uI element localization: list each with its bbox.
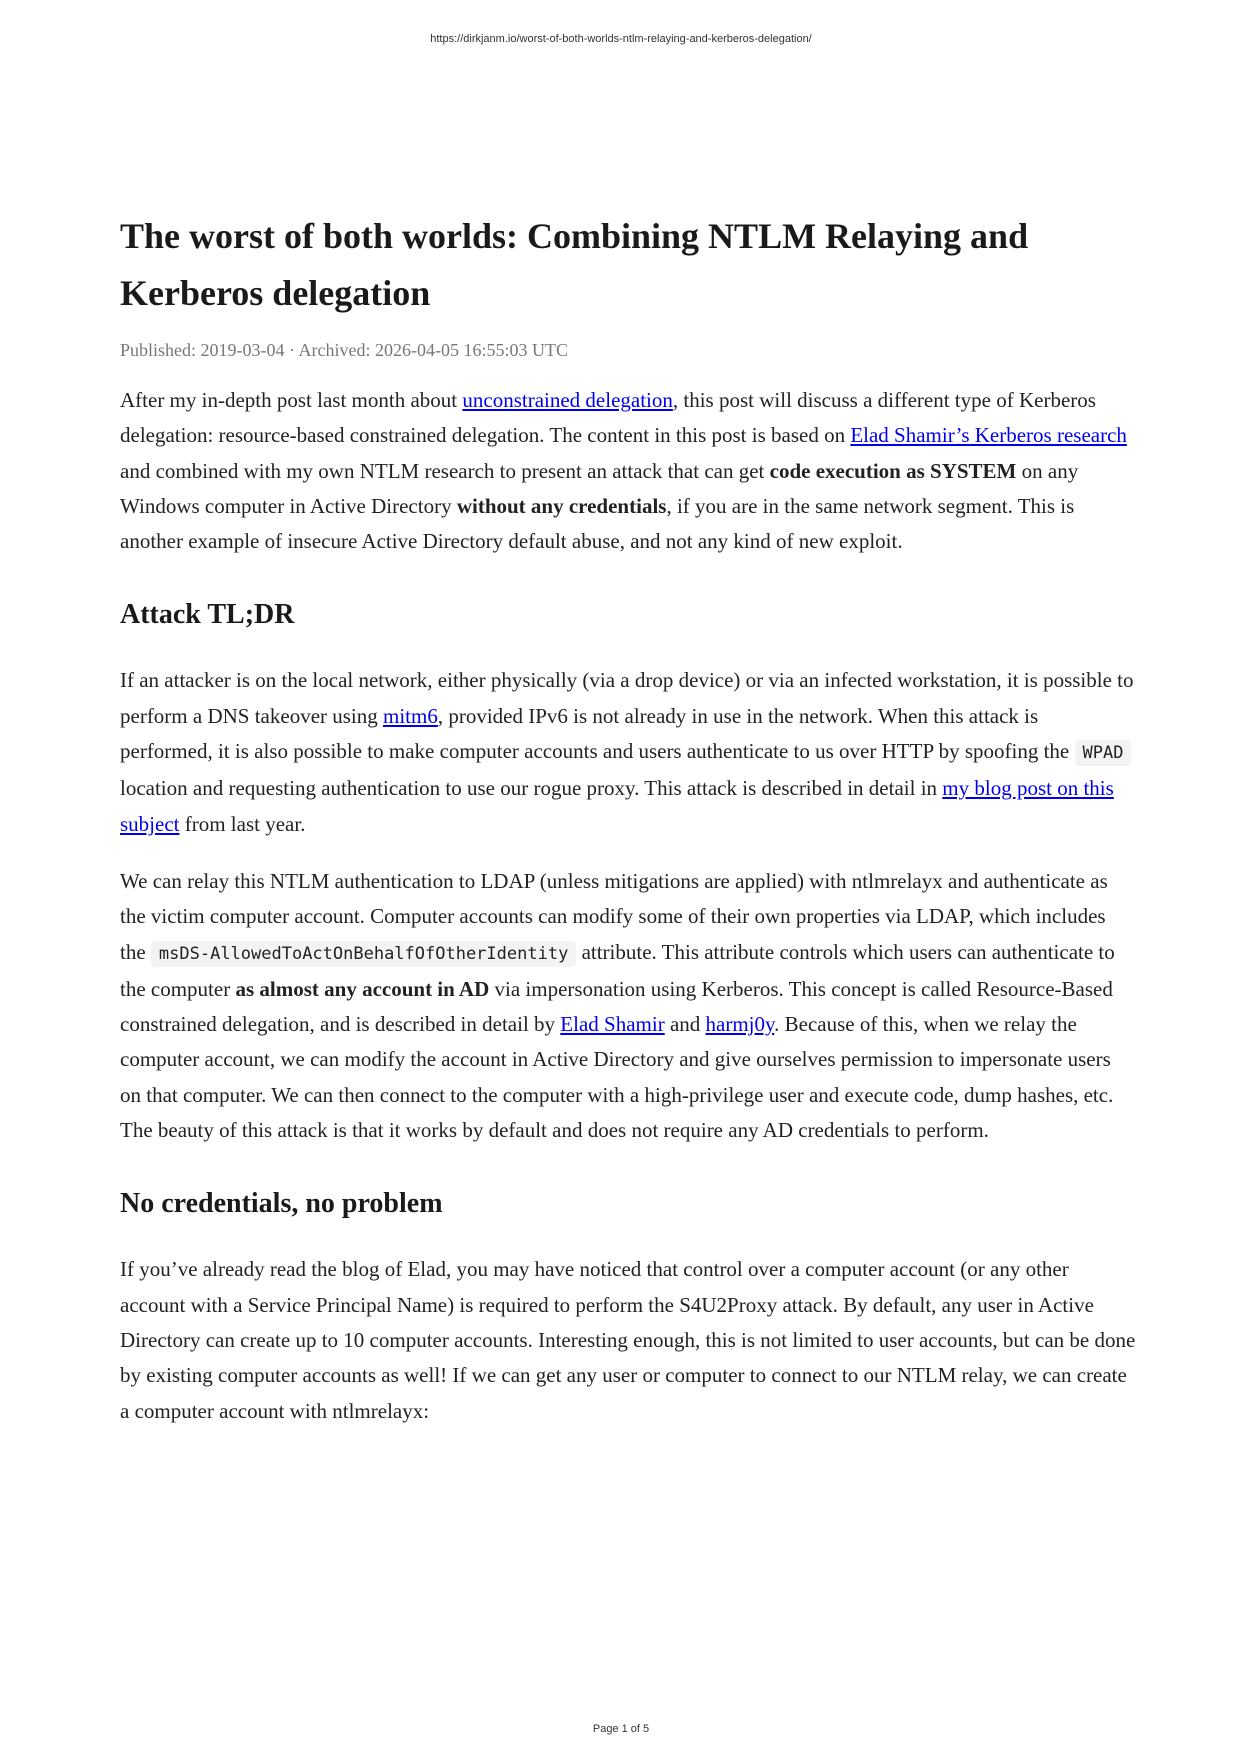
bold-text: without any credentials <box>456 493 667 518</box>
relay-paragraph <box>120 864 1136 1148</box>
heading-no-credentials: No credentials, no problem <box>120 1188 443 1220</box>
intro-paragraph <box>120 383 1136 559</box>
bold-text: as almost any account in AD <box>235 976 490 1001</box>
link-elad-research[interactable]: Elad Shamir’s Kerberos research <box>850 423 1127 448</box>
no-credentials-paragraph: If you’ve already read the blog of Elad, you may have noticed that control over a computer account (or any other account with a Service Principal Name) is required to perform the S4U2Proxy attack. By default, any user in Active Directory can create up to 10 computer accounts. Interesting enough, this is not limited to user accounts, but can be done by existing computer accounts as well! If we can get any user or computer to connect to our NTLM relay, we can create a computer account with ntlmrelayx: <box>120 1257 1136 1423</box>
page-number: Page 1 of 5 <box>592 1723 650 1735</box>
article-title: The worst of both worlds: Combining NTLM Relaying and Kerberos delegation <box>120 216 1029 313</box>
text: location and requesting authentication to use our rogue proxy. This attack is described in detail in <box>120 776 943 801</box>
link-mitm6[interactable]: mitm6 <box>383 703 438 728</box>
text: , if you are in the same network segment. This is another example of insecure Active Directory default abuse, and not any kind of new exploit. <box>120 493 1075 554</box>
text: We can relay this NTLM authentication to LDAP (unless mitigations are applied) with ntlmrelayx and authenticate as the victim computer account. Computer accounts can modify some of their own properties via LDAP, which includes the <box>120 868 1108 964</box>
page-url: https://dirkjanm.io/worst-of-both-worlds-ntlm-relaying-and-kerberos-delegation/ <box>430 33 812 45</box>
text: . Because of this, when we relay the computer account, we can modify the account in Active Directory and give ourselves permission to impersonate users on that computer. We can then connect to the computer with a high-privilege user and execute code, dump hashes, etc. The beauty of this attack is that it works by default and does not require any AD credentials to perform. <box>120 1012 1114 1143</box>
text: attribute. This attribute controls which users can authenticate to the computer <box>120 939 1115 1001</box>
link-blog-post[interactable]: my blog post on this subject <box>120 776 1114 836</box>
link-harmj0y[interactable]: harmj0y <box>705 1012 775 1037</box>
text: via impersonation using Kerberos. This concept is called Resource-Based constrained delegation, and is described in detail by <box>120 976 1113 1037</box>
link-elad-shamir[interactable]: Elad Shamir <box>560 1012 665 1037</box>
text: If an attacker is on the local network, either physically (via a drop device) or via an infected workstation, it is possible to perform a DNS takeover using <box>120 668 1134 728</box>
text: on any Windows computer in Active Directory <box>120 458 1079 518</box>
link-unconstrained-delegation[interactable]: unconstrained delegation <box>462 388 673 412</box>
inline-code: WPAD <box>1075 740 1132 766</box>
text: , this post will discuss a different type of Kerberos delegation: resource-based constrained delegation. The content in this post is based on <box>120 388 1096 448</box>
inline-code: msDS-AllowedToActOnBehalfOfOtherIdentity <box>151 941 576 967</box>
text: After my in-depth post last month about <box>120 388 463 412</box>
text: and combined with my own NTLM research to present an attack that can get <box>120 458 770 483</box>
bold-text: code execution as SYSTEM <box>769 458 1017 483</box>
article-meta: Published: 2019-03-04 · Archived: 2026-04-05 16:55:03 UTC <box>120 340 568 360</box>
tldr-paragraph <box>120 663 1136 841</box>
text: from last year. <box>179 811 306 836</box>
article <box>120 208 1136 1451</box>
text: , provided IPv6 is not already in use in the network. When this attack is performed, it is also possible to make computer accounts and users authenticate to us over HTTP by spoofing the <box>120 703 1075 764</box>
text: and <box>664 1012 706 1037</box>
heading-attack-tldr: Attack TL;DR <box>120 599 295 631</box>
